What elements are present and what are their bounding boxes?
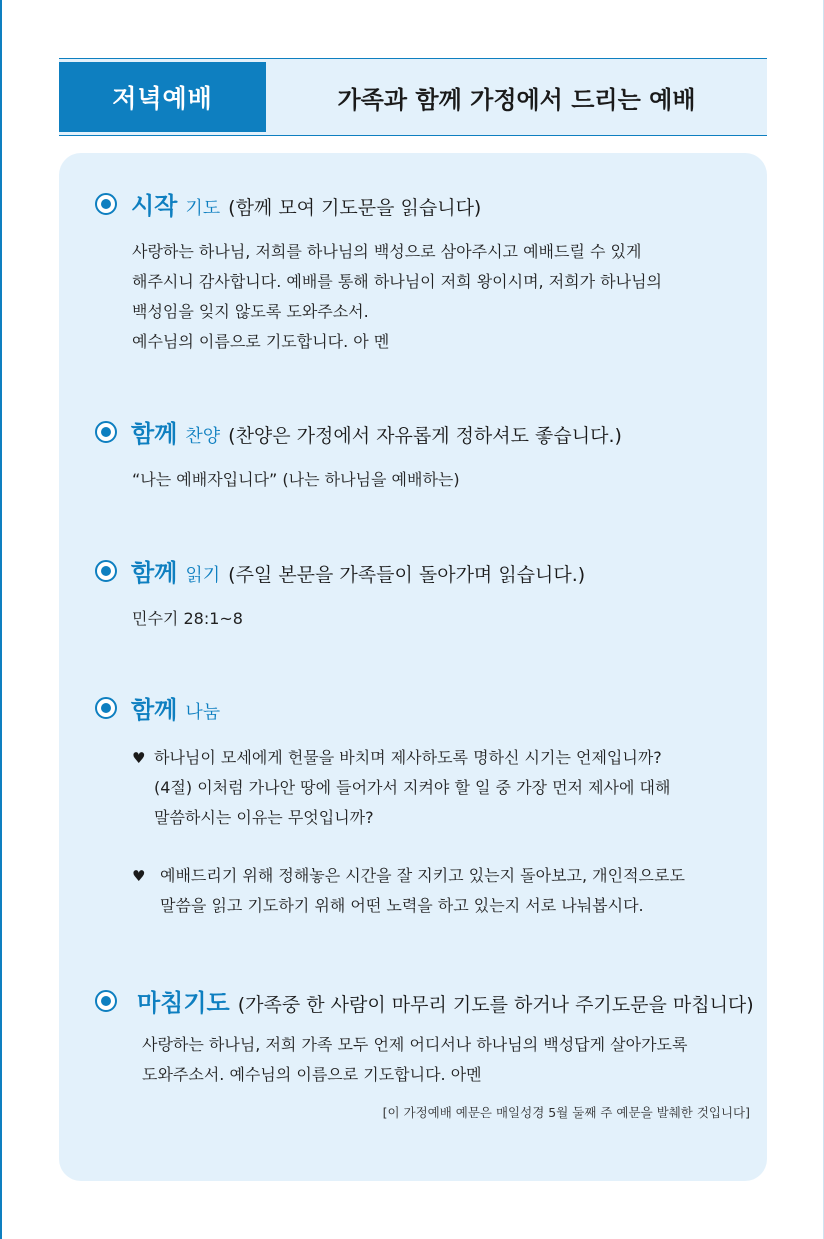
circle-bullet-icon xyxy=(95,193,117,215)
discussion-question xyxy=(132,743,754,833)
page-edge-left xyxy=(0,0,2,1239)
text-line: 사랑하는 하나님, 저희를 하나님의 백성으로 삼아주시고 예배드릴 수 있게 xyxy=(132,242,642,261)
section-heading xyxy=(95,690,754,725)
circle-bullet-icon xyxy=(95,560,117,582)
section-title: 함께 xyxy=(131,559,178,587)
section-subtitle: 찬양 xyxy=(185,426,221,447)
text-line: 하나님이 모세에게 헌물을 바치며 제사하도록 명하신 시기는 언제입니까? xyxy=(154,748,662,767)
section-heading xyxy=(95,186,754,221)
prayer-text xyxy=(142,1030,754,1090)
text-line: 말씀을 읽고 기도하기 위해 어떤 노력을 하고 있는지 서로 나눠봅시다. xyxy=(160,896,644,915)
heart-icon: ♥ xyxy=(132,749,146,767)
section-heading xyxy=(95,553,754,588)
text-line: 예수님의 이름으로 기도합니다. 아 멘 xyxy=(132,332,390,351)
discussion-question xyxy=(132,861,754,921)
section-title: 함께 xyxy=(131,696,178,724)
section-heading xyxy=(95,983,754,1018)
section-subtitle: 나눔 xyxy=(185,702,221,723)
section-reading xyxy=(95,553,754,634)
section-closing-prayer xyxy=(95,983,754,1090)
text-line: 사랑하는 하나님, 저희 가족 모두 언제 어디서나 하나님의 백성답게 살아가도록 xyxy=(142,1035,688,1054)
header-tag: 저녁예배 xyxy=(59,62,266,132)
section-title: 마침기도 xyxy=(137,989,230,1017)
section-title: 함께 xyxy=(131,420,178,448)
section-subtitle: 기도 xyxy=(185,198,221,219)
heart-icon: ♥ xyxy=(132,867,146,885)
section-title: 시작 xyxy=(131,192,178,220)
section-note: (찬양은 가정에서 자유롭게 정하셔도 좋습니다.) xyxy=(228,425,622,447)
text-line: 예배드리기 위해 정해놓은 시간을 잘 지키고 있는지 돌아보고, 개인적으로도 xyxy=(160,866,685,885)
text-line: (4절) 이처럼 가나안 땅에 들어가서 지켜야 할 일 중 가장 먼저 제사에 대해 xyxy=(154,778,671,797)
text-line: 도와주소서. 예수님의 이름으로 기도합니다. 아멘 xyxy=(142,1065,482,1084)
section-opening-prayer xyxy=(95,186,754,357)
circle-bullet-icon xyxy=(95,990,117,1012)
section-praise xyxy=(95,414,754,495)
section-sharing xyxy=(95,690,754,921)
section-heading xyxy=(95,414,754,449)
song-text xyxy=(132,465,754,495)
source-note: [이 가정예배 예문은 매일성경 5월 둘째 주 예문을 발췌한 것입니다] xyxy=(382,1105,750,1120)
circle-bullet-icon xyxy=(95,697,117,719)
page-header xyxy=(59,58,767,136)
question-text xyxy=(154,743,670,833)
text-line: 백성임을 잊지 않도록 도와주소서. xyxy=(132,302,369,321)
header-title: 가족과 함께 가정에서 드리는 예배 xyxy=(337,85,696,114)
prayer-text xyxy=(132,237,754,357)
question-text xyxy=(154,861,685,921)
text-line: 민수기 28:1~8 xyxy=(132,609,243,628)
section-note: (주일 본문을 가족들이 돌아가며 읽습니다.) xyxy=(228,564,586,586)
scripture-reference xyxy=(132,604,754,634)
section-note: (함께 모여 기도문을 읽습니다) xyxy=(228,197,482,219)
text-line: “나는 예배자입니다” (나는 하나님을 예배하는) xyxy=(132,470,460,489)
section-note: (가족중 한 사람이 마무리 기도를 하거나 주기도문을 마칩니다) xyxy=(237,994,754,1016)
text-line: 해주시니 감사합니다. 예배를 통해 하나님이 저희 왕이시며, 저희가 하나님의 xyxy=(132,272,662,291)
section-subtitle: 읽기 xyxy=(185,565,221,586)
circle-bullet-icon xyxy=(95,421,117,443)
text-line: 말씀하시는 이유는 무엇입니까? xyxy=(154,808,374,827)
